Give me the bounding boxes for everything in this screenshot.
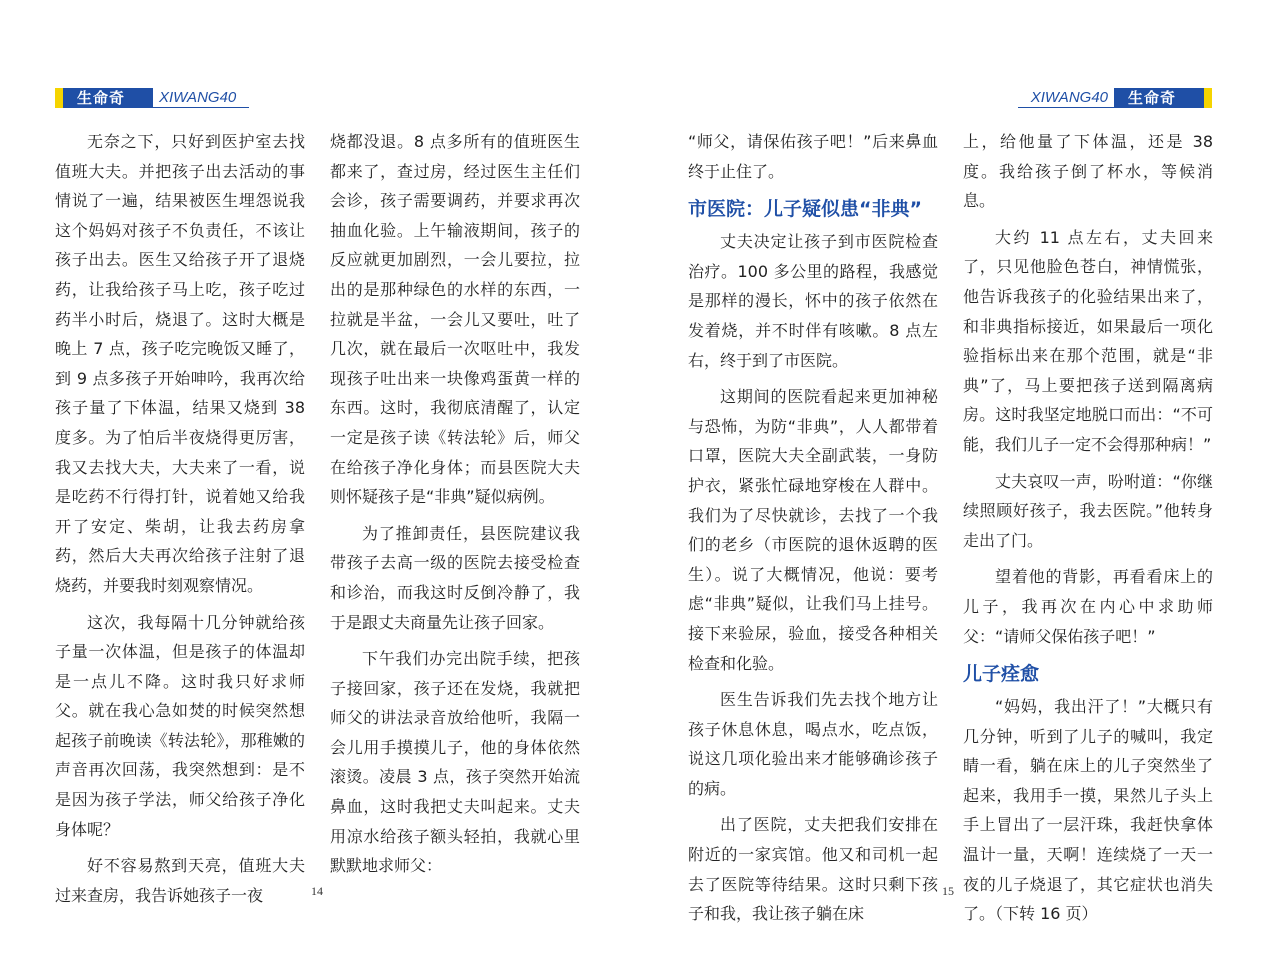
paragraph: 医生告诉我们先去找个地方让孩子休息休息，喝点水，吃点饭，说这几项化验出来才能够确诊孩子的病。: [688, 690, 938, 798]
paragraph: 丈夫决定让孩子到市医院检查治疗。100 多公里的路程，我感觉是那样的漫长，怀中的孩子依然在发着烧，并不时伴有咳嗽。8 点左右，终于到了市医院。: [688, 232, 938, 370]
paragraph: 大约 11 点左右，丈夫回来了，只见他脸色苍白，神情慌张，他告诉我孩子的化验结果出来了，和非典指标接近，如果最后一项化验指标出来在那个范围，就是“非典”了，马上要把孩子送到隔离病房。这时我坚定地脱口而出：“不可能，我们儿子一定不会得那种病！”: [963, 227, 1213, 454]
page-number: 15: [942, 884, 954, 898]
section-label: 生命奇迹: [1114, 88, 1204, 108]
text-column-2: [330, 127, 580, 888]
paragraph: 丈夫哀叹一声，吩咐道：“你继续照顾好孩子，我去医院。”他转身走出了门。: [963, 471, 1213, 550]
text-column-1: [55, 127, 305, 917]
issue-code: XIWANG40: [153, 88, 249, 108]
text-column-4: [963, 127, 1213, 936]
paragraph: 这次，我每隔十几分钟就给孩子量一次体温，但是孩子的体温却是一点儿不降。这时我只好求师父。就在我心急如焚的时候突然想起孩子前晚读《转法轮》，那稚嫩的声音再次回荡，我突然想到：是不是因为孩子学法，师父给孩子净化身体呢？: [55, 612, 305, 839]
paragraph: 无奈之下，只好到医护室去找值班大夫。并把孩子出去活动的事情说了一遍，结果被医生埋怨说我这个妈妈对孩子不负责任，不该让孩子出去。医生又给孩子开了退烧药，让我给孩子马上吃，孩子吃过药半小时后，烧退了。这时大概是晚上 7 点，孩子吃完晚饭又睡了，到 9 点多孩子开始呻吟，我再次给孩子量了下体温，结果又烧到 38 度多。为了怕后半夜烧得更厉害，我又去找大夫，大夫来了一看，说是吃药不行得打针，说着她又给我开了安定、柴胡，让我去药房拿药，然后大夫再次给孩子注射了退烧药，并要我时刻观察情况。: [55, 132, 305, 595]
section-label: 生命奇迹: [63, 88, 153, 108]
paragraph: “妈妈，我出汗了！”大概只有几分钟，听到了儿子的喊叫，我定睛一看，躺在床上的儿子突然坐了起来，我用手一摸，果然儿子头上手上冒出了一层汗珠，我赶快拿体温计一量，天啊！连续烧了一天一夜的儿子烧退了，其它症状也消失了。（下转 16 页）: [963, 697, 1213, 924]
paragraph: 上，给他量了下体温，还是 38 度。我给孩子倒了杯水，等候消息。: [963, 132, 1213, 211]
section-heading: 儿子痊愈: [963, 663, 1040, 686]
header-yellow-bar: [55, 88, 63, 108]
paragraph: 望着他的背影，再看看床上的儿子，我再次在内心中求助师父：“请师父保佑孩子吧！”: [963, 567, 1213, 646]
text-column-3: [688, 127, 938, 936]
issue-code: XIWANG40: [1018, 88, 1114, 108]
header-yellow-bar: [1204, 88, 1212, 108]
page-number: 14: [311, 884, 323, 898]
paragraph: 烧都没退。8 点多所有的值班医生都来了，查过房，经过医生主任们会诊，孩子需要调药，并要求再次抽血化验。上午输液期间，孩子的反应就更加剧烈，一会儿要拉，拉出的是那种绿色的水样的东西，一拉就是半盆，一会儿又要吐，吐了几次，就在最后一次呕吐中，我发现孩子吐出来一块像鸡蛋黄一样的东西。这时，我彻底清醒了，认定一定是孩子读《转法轮》后，师父在给孩子净化身体；而县医院大夫则怀疑孩子是“非典”疑似病例。: [330, 132, 580, 507]
left-page: [0, 0, 632, 978]
paragraph: 好不容易熬到天亮，值班大夫过来查房，我告诉她孩子一夜: [55, 856, 305, 905]
section-heading: 市医院：儿子疑似患“非典”: [688, 198, 922, 221]
left-page-header: [55, 88, 249, 127]
paragraph: 出了医院，丈夫把我们安排在附近的一家宾馆。他又和司机一起去了医院等待结果。这时只剩下孩子和我，我让孩子躺在床: [688, 815, 938, 924]
paragraph: 为了推卸责任，县医院建议我带孩子去高一级的医院去接受检查和诊治，而我这时反倒冷静了，我于是跟丈夫商量先让孩子回家。: [330, 523, 580, 632]
paragraph: 这期间的医院看起来更加神秘与恐怖，为防“非典”，人人都带着口罩，医院大夫全副武装，一身防护衣，紧张忙碌地穿梭在人群中。我们为了尽快就诊，去找了一个我们的老乡（市医院的退休返聘的医生）。说了大概情况，他说：要考虑“非典”疑似，让我们马上挂号。接下来验尿，验血，接受各种相关检查和化验。: [688, 387, 938, 673]
paragraph: “师父，请保佑孩子吧！”后来鼻血终于止住了。: [688, 132, 938, 181]
right-page-header: [1018, 88, 1212, 127]
paragraph: 下午我们办完出院手续，把孩子接回家，孩子还在发烧，我就把师父的讲法录音放给他听，我隔一会儿用手摸摸儿子，他的身体依然滚烫。凌晨 3 点，孩子突然开始流鼻血，这时我把丈夫叫起来。丈夫用凉水给孩子额头轻拍，我就心里默默地求师父：: [330, 649, 580, 876]
